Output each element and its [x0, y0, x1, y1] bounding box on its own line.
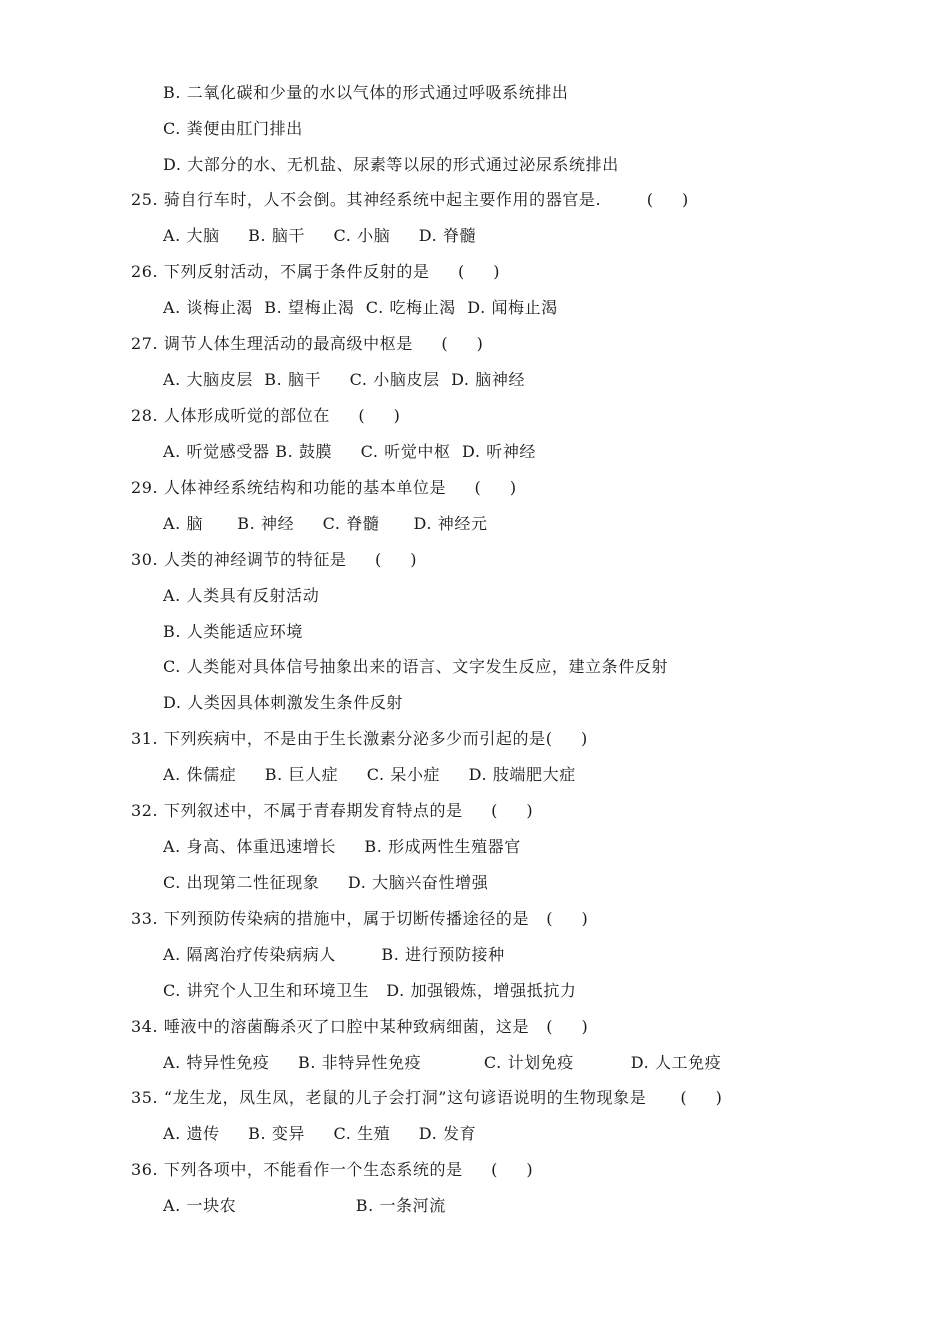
question-line: 32. 下列叙述中，不属于青春期发育特点的是 ( ): [131, 801, 534, 820]
question-line: 34. 唾液中的溶菌酶杀灭了口腔中某种致病细菌，这是 ( ): [131, 1017, 589, 1036]
option-line: A. 特异性免疫 B. 非特异性免疫 C. 计划免疫 D. 人工免疫: [163, 1053, 722, 1072]
question-line: 27. 调节人体生理活动的最高级中枢是 ( ): [131, 334, 484, 353]
question-line: 29. 人体神经系统结构和功能的基本单位是 ( ): [131, 478, 517, 497]
question-line: 36. 下列各项中，不能看作一个生态系统的是 ( ): [131, 1160, 534, 1179]
option-line: B. 人类能适应环境: [163, 622, 303, 641]
question-line: 26. 下列反射活动，不属于条件反射的是 ( ): [131, 262, 501, 281]
question-line: 31. 下列疾病中，不是由于生长激素分泌多少而引起的是( ): [131, 729, 588, 748]
option-line: C. 出现第二性征现象 D. 大脑兴奋性增强: [163, 873, 489, 892]
option-line: C. 粪便由肛门排出: [163, 119, 303, 138]
option-line: A. 身高、体重迅速增长 B. 形成两性生殖器官: [163, 837, 521, 856]
option-line: A. 脑 B. 神经 C. 脊髓 D. 神经元: [163, 514, 488, 533]
question-line: 25. 骑自行车时，人不会倒。其神经系统中起主要作用的器官是. ( ): [131, 190, 689, 209]
option-line: A. 大脑皮层 B. 脑干 C. 小脑皮层 D. 脑神经: [163, 370, 526, 389]
option-line: C. 讲究个人卫生和环境卫生 D. 加强锻炼，增强抵抗力: [163, 981, 577, 1000]
option-line: A. 一块农 B. 一条河流: [163, 1196, 446, 1215]
option-line: C. 人类能对具体信号抽象出来的语言、文字发生反应，建立条件反射: [163, 657, 669, 676]
question-line: 28. 人体形成听觉的部位在 ( ): [131, 406, 401, 425]
option-line: A. 侏儒症 B. 巨人症 C. 呆小症 D. 肢端肥大症: [163, 765, 576, 784]
question-line: 35. “龙生龙，凤生凤，老鼠的儿子会打洞”这句谚语说明的生物现象是 ( ): [131, 1088, 723, 1107]
option-line: A. 遗传 B. 变异 C. 生殖 D. 发育: [163, 1124, 477, 1143]
option-line: A. 隔离治疗传染病病人 B. 进行预防接种: [163, 945, 505, 964]
option-line: D. 人类因具体刺激发生条件反射: [163, 693, 404, 712]
question-line: 30. 人类的神经调节的特征是 ( ): [131, 550, 418, 569]
option-line: A. 大脑 B. 脑干 C. 小脑 D. 脊髓: [163, 226, 477, 245]
option-line: D. 大部分的水、无机盐、尿素等以尿的形式通过泌尿系统排出: [163, 155, 619, 174]
option-line: A. 人类具有反射活动: [163, 586, 320, 605]
option-line: A. 谈梅止渴 B. 望梅止渴 C. 吃梅止渴 D. 闻梅止渴: [163, 298, 558, 317]
question-line: 33. 下列预防传染病的措施中，属于切断传播途径的是 ( ): [131, 909, 589, 928]
option-line: A. 听觉感受器 B. 鼓膜 C. 听觉中枢 D. 听神经: [163, 442, 537, 461]
option-line: B. 二氧化碳和少量的水以气体的形式通过呼吸系统排出: [163, 83, 569, 102]
